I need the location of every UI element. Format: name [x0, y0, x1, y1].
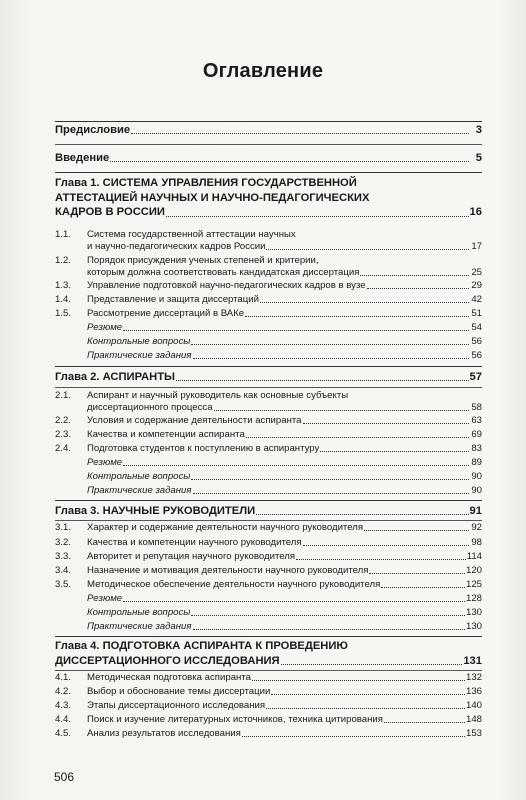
- item-number: 1.2.: [55, 255, 72, 266]
- chapter-title-line: Глава 2. АСПИРАНТЫ: [55, 371, 175, 383]
- item-title: Этапы диссертационного исследования: [87, 700, 266, 711]
- chapter-title-line: АТТЕСТАЦИЕЙ НАУЧНЫХ И НАУЧНО-ПЕДАГОГИЧЕСКИХ: [55, 191, 370, 204]
- extra-title: Практические задания: [87, 621, 192, 632]
- dot-leader: [256, 513, 468, 515]
- extra-page: 128: [465, 593, 482, 604]
- dot-leader: [245, 315, 469, 317]
- item-page: 125: [465, 579, 482, 590]
- item-number: 1.1.: [55, 229, 72, 240]
- dot-leader: [123, 464, 469, 466]
- dot-leader: [193, 357, 469, 359]
- dot-leader: [193, 628, 465, 630]
- item-title: Авторитет и репутация научного руководителя: [87, 551, 296, 562]
- dot-leader: [246, 436, 469, 438]
- item-title: Управление подготовкой научно-педагогических кадров в вузе: [87, 280, 366, 291]
- item-page: 83: [471, 443, 482, 454]
- item-number: 2.1.: [55, 390, 72, 401]
- chapter-heading[interactable]: [55, 370, 482, 384]
- dot-leader: [123, 600, 465, 602]
- item-title: Качества и компетенции аспиранта: [87, 429, 245, 440]
- dot-leader: [364, 529, 469, 531]
- divider: [55, 387, 482, 388]
- dot-leader: [271, 693, 465, 695]
- toc-extra-tasks[interactable]: [55, 485, 482, 497]
- dot-leader: [191, 343, 469, 345]
- dot-leader: [242, 735, 465, 737]
- dot-leader: [166, 215, 469, 217]
- item-page: 132: [465, 672, 482, 683]
- toc-extra-questions[interactable]: [55, 336, 482, 348]
- extra-page: 56: [471, 350, 482, 361]
- dot-leader: [369, 572, 465, 574]
- item-number: 3.3.: [55, 551, 72, 562]
- chapter-title-line: ДИССЕРТАЦИОННОГО ИССЛЕДОВАНИЯ: [55, 654, 280, 667]
- item-number: 3.1.: [55, 522, 72, 533]
- dot-leader: [320, 450, 469, 452]
- dot-leader: [193, 492, 469, 494]
- item-title: Поиск и изучение литературных источников, техника цитирования: [87, 714, 383, 725]
- extra-title: Резюме: [87, 322, 123, 333]
- extra-title: Резюме: [87, 593, 123, 604]
- item-title: Методическое обеспечение деятельности научного руководителя: [87, 579, 381, 590]
- dot-leader: [123, 329, 469, 331]
- item-page: 98: [471, 537, 482, 548]
- divider: [55, 636, 482, 637]
- toc-extra-questions[interactable]: [55, 471, 482, 483]
- entry-page: 3: [475, 124, 482, 136]
- extra-title: Резюме: [87, 457, 123, 468]
- toc-item[interactable]: [55, 415, 482, 427]
- toc-item[interactable]: [55, 294, 482, 306]
- toc-extra-summary[interactable]: [55, 457, 482, 469]
- item-page: 29: [471, 280, 482, 291]
- extra-page: 54: [471, 322, 482, 333]
- dot-leader: [260, 301, 469, 303]
- item-number: 4.5.: [55, 728, 72, 739]
- item-title: Рассмотрение диссертаций в ВАКе: [87, 308, 245, 319]
- dot-leader: [266, 248, 469, 250]
- extra-page: 130: [465, 621, 482, 632]
- item-title-line: Аспирант и научный руководитель как основные субъекты: [87, 390, 349, 401]
- toc-item[interactable]: [55, 280, 482, 292]
- dot-leader: [367, 287, 469, 289]
- item-number: 1.5.: [55, 308, 72, 319]
- toc-item[interactable]: [55, 565, 482, 577]
- item-title: Выбор и обоснование темы диссертации: [87, 686, 271, 697]
- divider: [55, 520, 482, 521]
- item-title-line: которым должна соответствовать кандидатская диссертация: [87, 267, 360, 278]
- toc-item[interactable]: [55, 229, 482, 253]
- item-title: Условия и содержание деятельности аспиранта: [87, 415, 302, 426]
- dot-leader: [191, 478, 469, 480]
- chapter-title-line: Глава 4. ПОДГОТОВКА АСПИРАНТА К ПРОВЕДЕНИЮ: [55, 640, 348, 652]
- dot-leader: [281, 663, 463, 665]
- dot-leader: [252, 679, 465, 681]
- item-title: Анализ результатов исследования: [87, 728, 241, 739]
- item-number: 2.2.: [55, 415, 72, 426]
- toc-extra-summary[interactable]: [55, 322, 482, 334]
- item-page: 42: [471, 294, 482, 305]
- extra-title: Контрольные вопросы: [87, 471, 191, 482]
- extra-page: 90: [471, 485, 482, 496]
- dot-leader: [384, 721, 465, 723]
- chapter-title-line: Глава 1. СИСТЕМА УПРАВЛЕНИЯ ГОСУДАРСТВЕННОЙ: [55, 177, 357, 189]
- chapter-page: 16: [469, 206, 482, 218]
- item-number: 1.3.: [55, 280, 72, 291]
- toc-item[interactable]: [55, 522, 482, 534]
- dot-leader: [360, 274, 469, 276]
- dot-leader: [110, 160, 469, 162]
- toc-extra-tasks[interactable]: [55, 350, 482, 362]
- dot-leader: [303, 544, 469, 546]
- extra-title: Практические задания: [87, 350, 192, 361]
- toc-item[interactable]: [55, 714, 482, 726]
- item-page: 153: [465, 728, 482, 739]
- item-page: 120: [465, 565, 482, 576]
- toc-extra-summary[interactable]: [55, 593, 482, 605]
- dot-leader: [214, 409, 469, 411]
- item-page: 114: [466, 551, 482, 562]
- item-number: 3.2.: [55, 537, 72, 548]
- dot-leader: [131, 132, 469, 134]
- extra-page: 89: [471, 457, 482, 468]
- extra-page: 56: [471, 336, 482, 347]
- chapter-heading[interactable]: [55, 639, 482, 668]
- item-title-line: Система государственной аттестации научных: [87, 229, 296, 240]
- dot-leader: [381, 586, 465, 588]
- item-number: 4.3.: [55, 700, 72, 711]
- toc-item[interactable]: [55, 579, 482, 591]
- item-title: Характер и содержание деятельности научного руководителя: [87, 522, 364, 533]
- chapter-title-line: Глава 3. НАУЧНЫЕ РУКОВОДИТЕЛИ: [55, 505, 256, 517]
- dot-leader: [266, 707, 465, 709]
- extra-page: 130: [465, 607, 482, 618]
- item-number: 4.1.: [55, 672, 72, 683]
- chapter-page: 91: [469, 505, 482, 517]
- item-page: 92: [471, 522, 482, 533]
- item-number: 2.3.: [55, 429, 72, 440]
- divider: [55, 500, 482, 501]
- extra-title: Контрольные вопросы: [87, 336, 191, 347]
- item-page: 58: [471, 402, 482, 413]
- divider: [55, 172, 482, 173]
- item-title-line: Порядок присуждения ученых степеней и критерии,: [87, 255, 319, 266]
- chapter-heading[interactable]: [55, 504, 482, 518]
- item-title: Качества и компетенции научного руководителя: [87, 537, 302, 548]
- item-title: Представление и защита диссертаций: [87, 294, 259, 305]
- item-title: Методическая подготовка аспиранта: [87, 672, 251, 683]
- item-page: 148: [465, 714, 482, 725]
- item-page: 25: [471, 267, 482, 278]
- item-number: 3.5.: [55, 579, 72, 590]
- entry-title: Предисловие: [55, 124, 131, 136]
- dot-leader: [296, 558, 466, 560]
- chapter-page: 131: [463, 654, 482, 667]
- item-title-line: диссертационного процесса: [87, 402, 213, 413]
- item-number: 2.4.: [55, 443, 72, 454]
- toc-item[interactable]: [55, 686, 482, 698]
- toc-item[interactable]: [55, 551, 482, 563]
- item-page: 51: [471, 308, 482, 319]
- page-number: 506: [54, 770, 75, 784]
- item-page: 136: [465, 686, 482, 697]
- item-number: 4.2.: [55, 686, 72, 697]
- toc-item[interactable]: [55, 390, 482, 414]
- item-number: 3.4.: [55, 565, 72, 576]
- toc-extra-tasks[interactable]: [55, 621, 482, 633]
- toc-item[interactable]: [55, 728, 482, 740]
- extra-page: 90: [471, 471, 482, 482]
- item-title: Назначение и мотивация деятельности научного руководителя: [87, 565, 369, 576]
- item-page: 63: [471, 415, 482, 426]
- chapter-page: 57: [469, 371, 482, 383]
- divider: [55, 144, 482, 145]
- toc-item[interactable]: [55, 308, 482, 320]
- entry-title: Введение: [55, 152, 110, 164]
- dot-leader: [191, 614, 465, 616]
- dot-leader: [303, 422, 470, 424]
- toc-item[interactable]: [55, 700, 482, 712]
- toc-extra-questions[interactable]: [55, 607, 482, 619]
- toc-item[interactable]: [55, 429, 482, 441]
- extra-title: Контрольные вопросы: [87, 607, 191, 618]
- item-title: Подготовка студентов к поступлению в аспирантуру: [87, 443, 320, 454]
- item-page: 17: [471, 241, 482, 252]
- chapter-heading[interactable]: [55, 176, 482, 220]
- toc-item[interactable]: [55, 672, 482, 684]
- item-number: 1.4.: [55, 294, 72, 305]
- toc-item[interactable]: [55, 537, 482, 549]
- entry-page: 5: [475, 152, 482, 164]
- chapter-title-line: КАДРОВ В РОССИИ: [55, 206, 165, 218]
- toc-item[interactable]: [55, 255, 482, 279]
- item-page: 140: [465, 700, 482, 711]
- toc-entry-preface[interactable]: [55, 123, 482, 137]
- item-number: 4.4.: [55, 714, 72, 725]
- divider: [55, 670, 482, 671]
- divider: [55, 366, 482, 367]
- dot-leader: [176, 379, 469, 381]
- extra-title: Практические задания: [87, 485, 192, 496]
- item-page: 69: [471, 429, 482, 440]
- toc-item[interactable]: [55, 443, 482, 455]
- page-title: Оглавление: [202, 60, 324, 82]
- toc-entry-introduction[interactable]: [55, 151, 482, 165]
- item-title-line: и научно-педагогических кадров России: [87, 241, 266, 252]
